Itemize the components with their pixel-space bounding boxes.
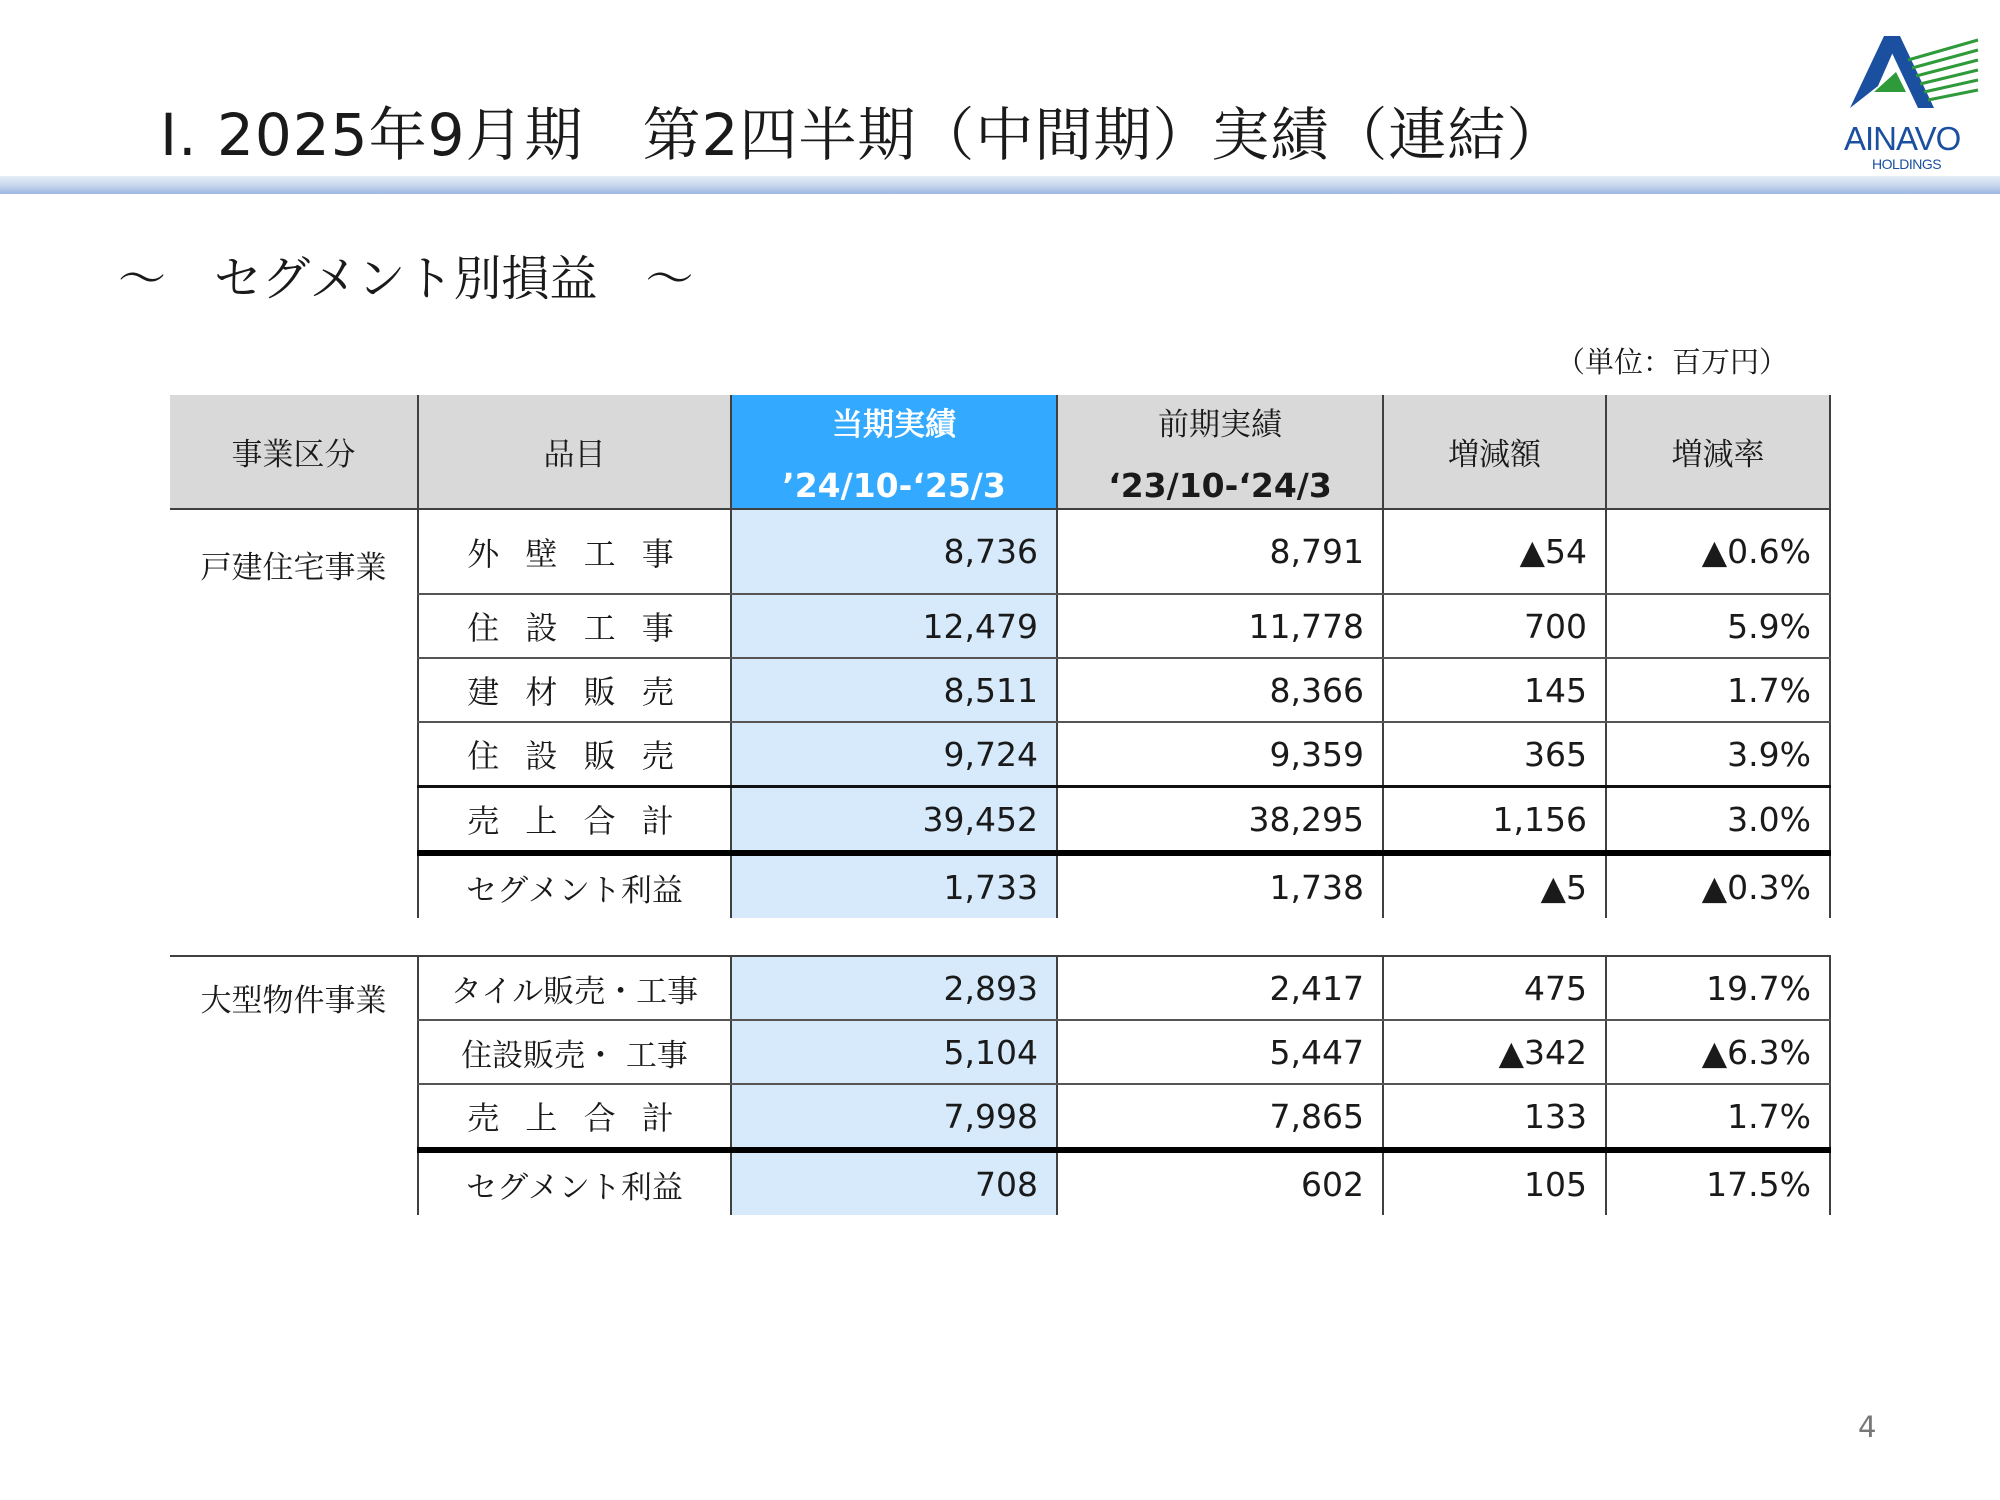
current-value: 8,736 [731, 509, 1057, 594]
page-title: Ⅰ. 2025年9月期 第2四半期（中間期）実績（連結） [160, 101, 1566, 169]
item-label: 売 上 合 計 [418, 1084, 731, 1150]
item-label: 建 材 販 売 [418, 658, 731, 722]
segment-table-large-projects [170, 955, 1831, 1215]
current-value: 1,733 [731, 853, 1057, 918]
previous-value: 8,366 [1057, 658, 1383, 722]
change-amount: 133 [1383, 1084, 1606, 1150]
change-amount: 700 [1383, 594, 1606, 658]
section-subtitle: ～ セグメント別損益 ～ [118, 251, 694, 307]
previous-value: 9,359 [1057, 722, 1383, 787]
current-value: 7,998 [731, 1084, 1057, 1150]
change-rate: ▲6.3% [1606, 1020, 1830, 1084]
change-rate: 19.7% [1606, 956, 1830, 1020]
table-row [170, 956, 1830, 1020]
previous-value: 2,417 [1057, 956, 1383, 1020]
previous-value: 7,865 [1057, 1084, 1383, 1150]
table-row-sales-total [170, 1084, 1830, 1150]
header-business: 事業区分 [170, 395, 418, 509]
current-value: 2,893 [731, 956, 1057, 1020]
table-header-row [170, 395, 1830, 509]
change-amount: ▲342 [1383, 1020, 1606, 1084]
current-value: 12,479 [731, 594, 1057, 658]
previous-value: 8,791 [1057, 509, 1383, 594]
change-rate: 1.7% [1606, 658, 1830, 722]
table-row [170, 1020, 1830, 1084]
previous-value: 602 [1057, 1150, 1383, 1215]
change-amount: ▲5 [1383, 853, 1606, 918]
segment-name: 戸建住宅事業 [200, 550, 387, 586]
change-rate: ▲0.6% [1606, 509, 1830, 594]
header-current-period: ’24/10-‘25/3 [782, 465, 1006, 505]
change-amount: 475 [1383, 956, 1606, 1020]
current-value: 5,104 [731, 1020, 1057, 1084]
previous-value: 38,295 [1057, 787, 1383, 854]
current-value: 8,511 [731, 658, 1057, 722]
header-current [731, 395, 1057, 509]
segment-table-detached-housing [170, 395, 1831, 918]
table-row-segment-profit [170, 853, 1830, 918]
current-value: 9,724 [731, 722, 1057, 787]
current-value: 39,452 [731, 787, 1057, 854]
table-row-segment-profit [170, 1150, 1830, 1215]
logo-name: AINAVO [1844, 120, 1961, 157]
item-label: 住 設 販 売 [418, 722, 731, 787]
change-rate: 5.9% [1606, 594, 1830, 658]
header-change-amount: 増減額 [1383, 395, 1606, 509]
change-amount: ▲54 [1383, 509, 1606, 594]
previous-value: 5,447 [1057, 1020, 1383, 1084]
item-label: 外 壁 工 事 [418, 509, 731, 594]
unit-label: （単位：百万円） [1556, 345, 1789, 379]
table-row [170, 594, 1830, 658]
item-label: タイル販売・工事 [418, 956, 731, 1020]
title-underline [0, 176, 2000, 194]
change-rate: 3.0% [1606, 787, 1830, 854]
change-rate: 1.7% [1606, 1084, 1830, 1150]
segment-name: 大型物件事業 [170, 956, 418, 1215]
item-label: セグメント利益 [418, 1150, 731, 1215]
header-current-label: 当期実績 [832, 406, 956, 443]
change-amount: 145 [1383, 658, 1606, 722]
previous-value: 1,738 [1057, 853, 1383, 918]
item-label: セグメント利益 [418, 853, 731, 918]
item-label: 住 設 工 事 [418, 594, 731, 658]
table-row [170, 722, 1830, 787]
header-previous-period: ‘23/10-‘24/3 [1108, 465, 1332, 505]
item-label: 住設販売・ 工事 [418, 1020, 731, 1084]
change-rate: ▲0.3% [1606, 853, 1830, 918]
table-row [170, 658, 1830, 722]
current-value: 708 [731, 1150, 1057, 1215]
change-amount: 365 [1383, 722, 1606, 787]
change-amount: 105 [1383, 1150, 1606, 1215]
header-item: 品目 [418, 395, 731, 509]
change-rate: 3.9% [1606, 722, 1830, 787]
header-previous-label: 前期実績 [1158, 406, 1282, 443]
previous-value: 11,778 [1057, 594, 1383, 658]
table-row [170, 509, 1830, 594]
item-label: 売 上 合 計 [418, 787, 731, 854]
logo-subtext: HOLDINGS [1872, 156, 1942, 172]
change-rate: 17.5% [1606, 1150, 1830, 1215]
header-previous [1057, 395, 1383, 509]
change-amount: 1,156 [1383, 787, 1606, 854]
page-number: 4 [1858, 1410, 1877, 1444]
header-change-rate: 増減率 [1606, 395, 1830, 509]
table-row-sales-total [170, 787, 1830, 854]
